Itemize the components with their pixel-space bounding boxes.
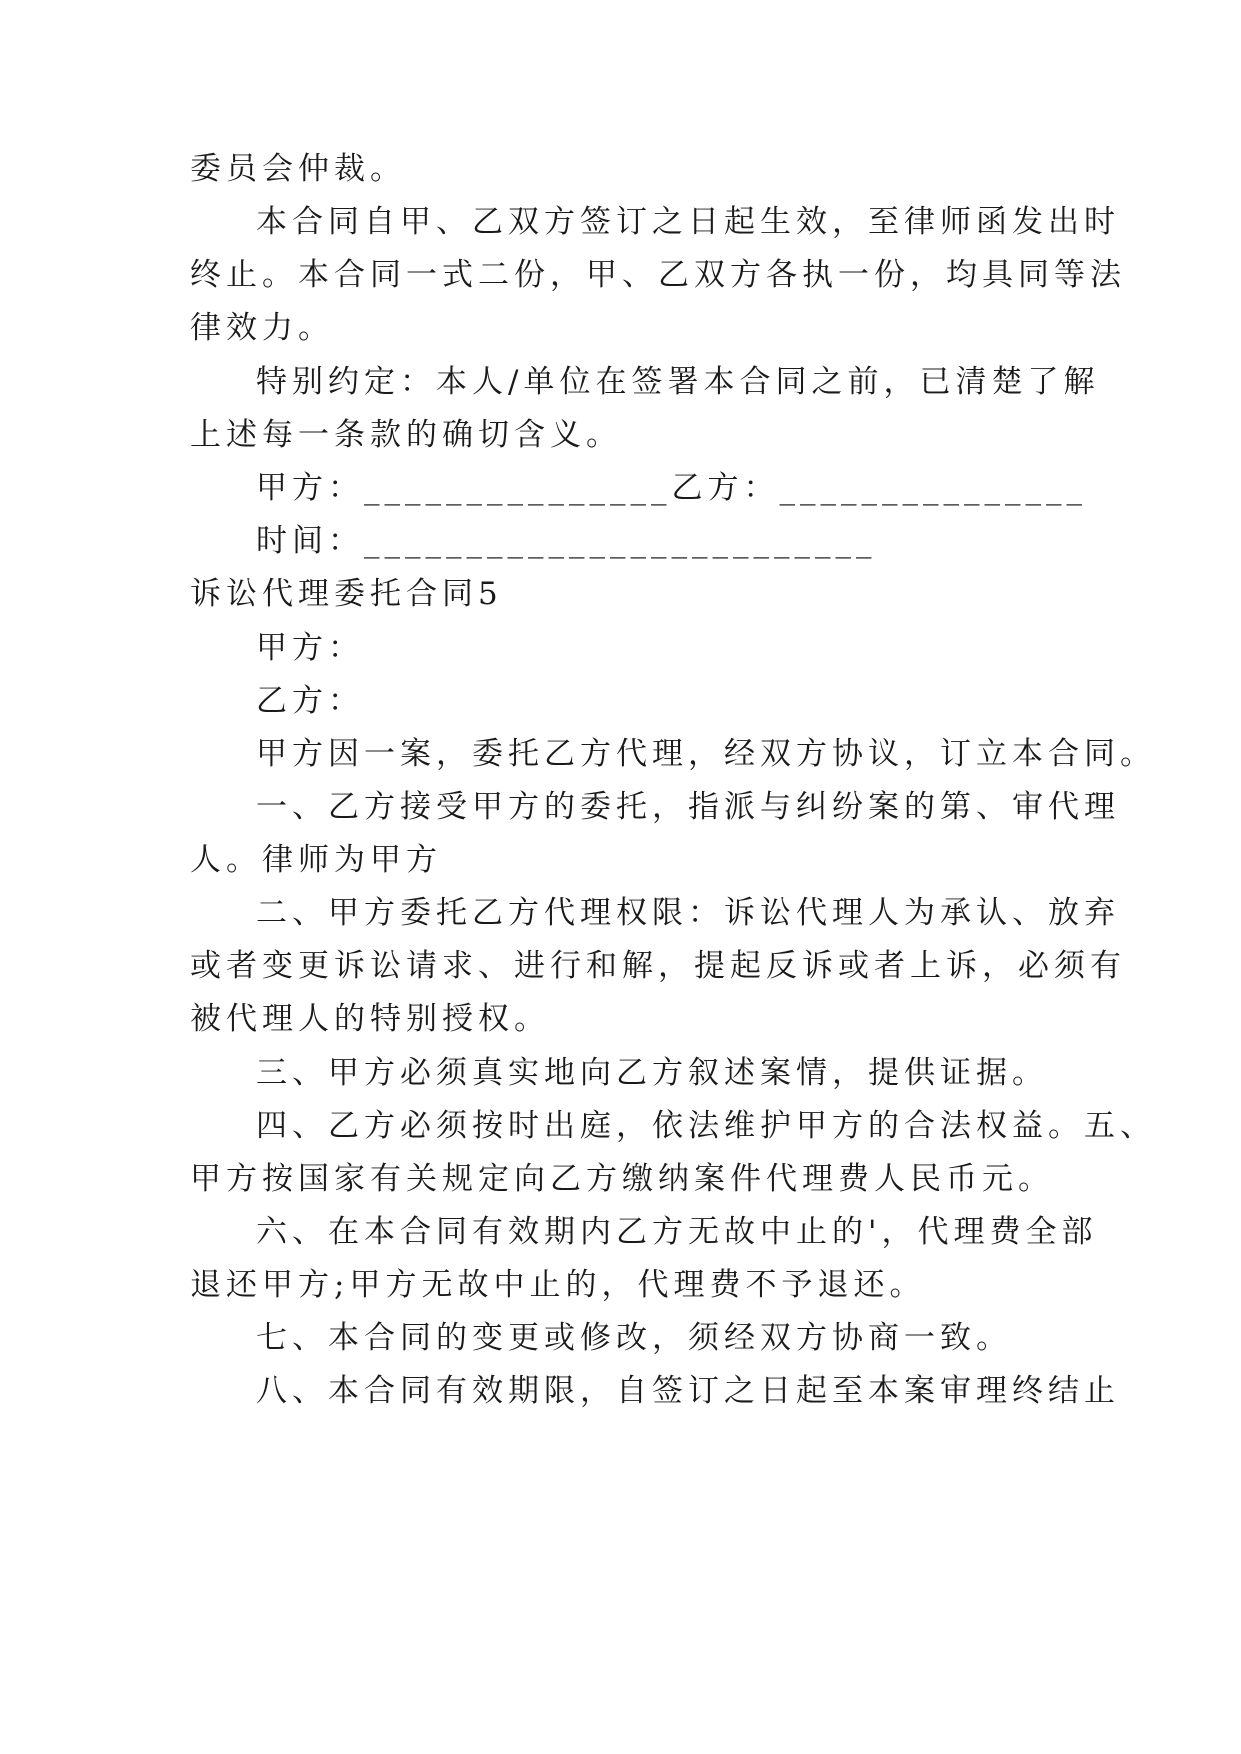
party-a-line: 甲方： xyxy=(256,630,364,666)
text-line: 三、甲方必须真实地向乙方叙述案情，提供证据。 xyxy=(256,1055,1048,1091)
date-line: 时间：_________________________ xyxy=(256,523,877,559)
text-line: 甲方因一案，委托乙方代理，经双方协议，订立本合同。 xyxy=(256,736,1156,772)
text-line: 人。律师为甲方 xyxy=(190,842,442,878)
text-line: 八、本合同有效期限，自签订之日起至本案审理终结止 xyxy=(256,1373,1120,1409)
text-line: 七、本合同的变更或修改，须经双方协商一致。 xyxy=(256,1320,1012,1356)
text-line: 甲方按国家有关规定向乙方缴纳案件代理费人民币元。 xyxy=(190,1161,1054,1197)
signature-line: 甲方：_______________乙方：_______________ xyxy=(256,470,1087,506)
section-title: 诉讼代理委托合同5 xyxy=(190,576,503,612)
text-line: 上述每一条款的确切含义。 xyxy=(190,417,622,453)
text-line: 二、甲方委托乙方代理权限：诉讼代理人为承认、放弃 xyxy=(256,895,1120,931)
text-line: 六、在本合同有效期内乙方无故中止的'，代理费全部 xyxy=(256,1214,1098,1250)
text-line: 四、乙方必须按时出庭，依法维护甲方的合法权益。五、 xyxy=(256,1108,1156,1144)
text-line: 本合同自甲、乙双方签订之日起生效，至律师函发出时 xyxy=(256,204,1120,240)
text-line: 律效力。 xyxy=(190,310,334,346)
text-line: 委员会仲裁。 xyxy=(190,151,406,187)
text-line: 终止。本合同一式二份，甲、乙双方各执一份，均具同等法 xyxy=(190,257,1126,293)
text-line: 特别约定：本人/单位在签署本合同之前，已清楚了解 xyxy=(256,364,1100,400)
text-line: 或者变更诉讼请求、进行和解，提起反诉或者上诉，必须有 xyxy=(190,948,1126,984)
text-line: 被代理人的特别授权。 xyxy=(190,1001,550,1037)
party-b-line: 乙方： xyxy=(256,683,364,719)
text-line: 退还甲方;甲方无故中止的，代理费不予退还。 xyxy=(190,1267,926,1303)
text-line: 一、乙方接受甲方的委托，指派与纠纷案的第、审代理 xyxy=(256,789,1120,825)
